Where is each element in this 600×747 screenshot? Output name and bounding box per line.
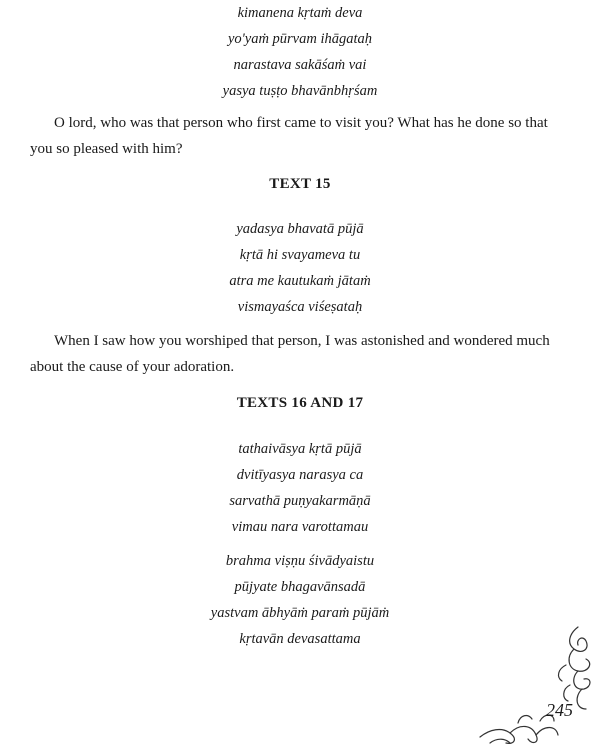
verse-line: yasya tuṣṭo bhavānbhṛśam xyxy=(222,83,378,99)
corner-ornament-icon xyxy=(470,625,600,747)
verse-line: yastvam ābhyāṁ paraṁ pūjāṁ xyxy=(210,605,390,621)
verse-line: pūjyate bhagavānsadā xyxy=(234,579,366,595)
verse-line: kṛtavān devasattama xyxy=(239,631,361,647)
translation-paragraph-2: When I saw how you worshiped that person, I was astonished and wondered much about the cause of your adoration. xyxy=(30,333,550,375)
verse-line: dvitīyasya narasya ca xyxy=(236,467,364,483)
verse-line: atra me kautukaṁ jātaṁ xyxy=(229,273,371,289)
verse-line: vismayaśca viśeṣataḥ xyxy=(237,299,363,315)
section-heading-text-15: TEXT 15 xyxy=(269,176,331,192)
verse-line: yo'yaṁ pūrvam ihāgataḥ xyxy=(227,31,373,47)
verse-line: vimau nara varottamau xyxy=(231,519,369,535)
verse-line: sarvathā puṇyakarmāṇā xyxy=(229,493,371,509)
verse-line: yadasya bhavatā pūjā xyxy=(236,221,364,237)
section-heading-texts-16-17: TEXTS 16 AND 17 xyxy=(236,395,364,411)
translation-paragraph-1: O lord, who was that person who first came to visit you? What has he done so that you so pleased with him? xyxy=(30,115,548,157)
verse-text-15 xyxy=(0,216,600,320)
verse-top xyxy=(0,0,600,104)
verse-line: narastava sakāśaṁ vai xyxy=(233,57,367,73)
page-number: 245 xyxy=(546,700,573,720)
verse-line: brahma viṣṇu śivādyaistu xyxy=(225,553,375,569)
verse-line: kimanena kṛtaṁ deva xyxy=(237,5,363,21)
verse-line: kṛtā hi svayameva tu xyxy=(239,247,361,263)
verse-text-16 xyxy=(0,436,600,540)
verse-line: tathaivāsya kṛtā pūjā xyxy=(238,441,362,457)
